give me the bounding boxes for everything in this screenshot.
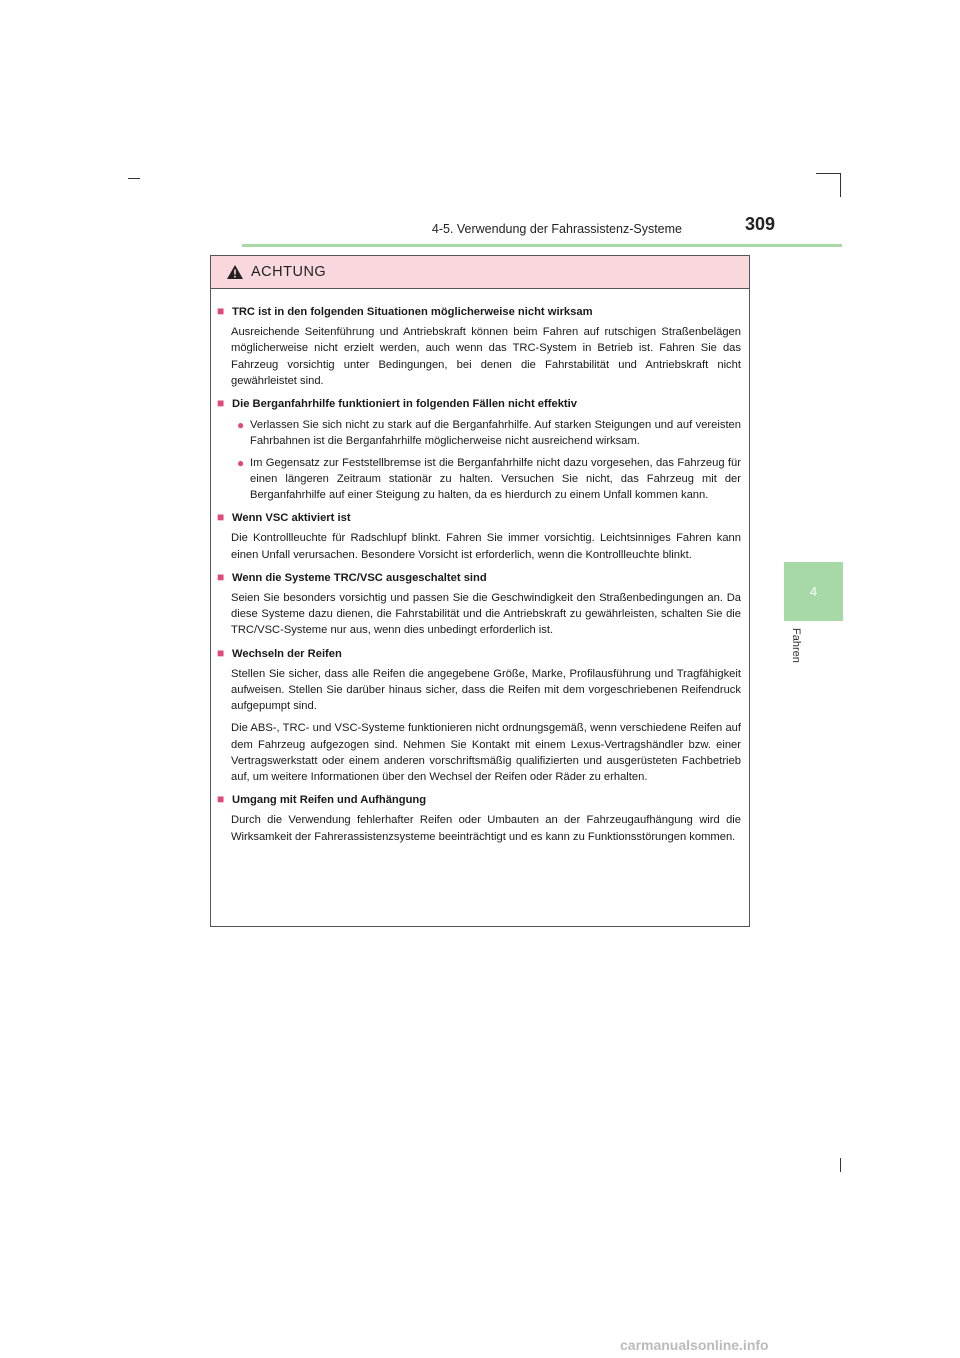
warning-box xyxy=(210,255,750,927)
square-bullet-icon: ■ xyxy=(217,396,225,411)
crop-mark xyxy=(840,173,841,197)
warning-section xyxy=(217,569,741,639)
square-bullet-icon: ■ xyxy=(217,645,225,660)
watermark: carmanualsonline.info xyxy=(620,1337,769,1353)
warning-section-title: Wenn die Systeme TRC/VSC ausgeschaltet sind xyxy=(232,571,487,584)
square-bullet-icon: ■ xyxy=(217,792,225,807)
square-bullet-icon: ■ xyxy=(217,569,225,584)
warning-title: ACHTUNG xyxy=(251,264,327,280)
warning-paragraph: Stellen Sie sicher, dass alle Reifen die angegebene Größe, Marke, Profilausführung und Tragfähigkeit aufweisen. Stellen Sie darüber hinaus sicher, dass die Reifen mit dem vorgeschriebenen Reifendruck aufgepumpt sind. xyxy=(231,667,741,713)
warning-paragraph: Durch die Verwendung fehlerhafter Reifen oder Umbauten an der Fahrzeugaufhängung wird die Wirksamkeit der Fahrerassistenzsysteme beeinträchtigt und es kann zu Funktionsstörungen kommen. xyxy=(231,814,741,843)
warning-section-heading xyxy=(217,395,741,412)
warning-header xyxy=(211,256,749,289)
crop-mark xyxy=(128,178,140,179)
warning-section xyxy=(217,791,741,845)
round-bullet-icon: ● xyxy=(237,418,245,433)
crop-mark xyxy=(840,1158,841,1172)
warning-paragraph: Die Kontrollleuchte für Radschlupf blinkt. Fahren Sie immer vorsichtig. Leichtsinniges Fahren kann einen Unfall verursachen. Besondere Vorsicht ist erforderlich, wenn die Kontrollleuchte blinkt. xyxy=(231,532,741,561)
page-number: 309 xyxy=(744,214,775,234)
warning-paragraph: Seien Sie besonders vorsichtig und passen Sie die Geschwindigkeit den Straßenbedingungen an. Da diese Systeme dazu dienen, die Fahrstabilität und die Antriebskraft zu gewährleisten, schalten Sie die TRC/VSC-Systeme nur aus, wenn dies unbedingt erforderlich ist. xyxy=(231,592,741,637)
warning-section-heading xyxy=(217,509,741,526)
warning-section-title: TRC ist in den folgenden Situationen möglicherweise nicht wirksam xyxy=(232,306,593,318)
list-item xyxy=(237,417,741,449)
warning-section-heading xyxy=(217,645,741,662)
warning-section-heading xyxy=(217,791,741,808)
crop-mark xyxy=(816,173,840,174)
chapter-tab: 4 xyxy=(784,562,843,621)
warning-section-heading xyxy=(217,569,741,586)
warning-section-heading xyxy=(217,303,741,320)
section-title: 4-5. Verwendung der Fahrassistenz-Systeme xyxy=(431,222,682,236)
square-bullet-icon: ■ xyxy=(217,510,225,525)
warning-section xyxy=(217,645,741,786)
bullet-text: Im Gegensatz zur Feststellbremse ist die Berganfahrhilfe nicht dazu vorgesehen, das Fahrzeug für einen längeren Zeitraum stationär zu halten. Versuchen Sie nicht, das Fahrzeug mit der Berganfahrhilfe auf einer Steigung zu halten, da es hierdurch zu einem Unfall kommen kann. xyxy=(250,456,741,502)
warning-section-title: Wechseln der Reifen xyxy=(232,647,342,660)
warning-section xyxy=(217,509,741,563)
warning-paragraph: Ausreichende Seitenführung und Antriebskraft können beim Fahren auf rutschigen Straßenbelägen möglicherweise nicht erzielt werden, auch wenn das TRC-System in Betrieb ist. Fahren Sie das Fahrzeug vorsichtig unter Bedingungen, bei denen die Fahrstabilität und Antriebskraft nicht gewährleistet sind. xyxy=(231,326,741,387)
warning-body xyxy=(211,289,749,845)
warning-section-title: Die Berganfahrhilfe funktioniert in folgenden Fällen nicht effektiv xyxy=(232,398,577,411)
warning-section-title: Wenn VSC aktiviert ist xyxy=(232,512,351,525)
warning-section-title: Umgang mit Reifen und Aufhängung xyxy=(232,794,427,807)
list-item xyxy=(237,455,741,504)
warning-section xyxy=(217,395,741,503)
round-bullet-icon: ● xyxy=(237,455,245,470)
warning-section xyxy=(217,303,741,389)
square-bullet-icon: ■ xyxy=(217,304,225,318)
warning-triangle-icon xyxy=(227,265,243,279)
bullet-text: Verlassen Sie sich nicht zu stark auf die Berganfahrhilfe. Auf starken Steigungen und auf vereisten Fahrbahnen ist die Berganfahrhilfe möglicherweise nicht ausreichend wirksam. xyxy=(250,419,741,448)
header-rule xyxy=(242,244,842,247)
warning-paragraph: Die ABS-, TRC- und VSC-Systeme funktionieren nicht ordnungsgemäß, wenn verschiedene Reifen auf dem Fahrzeug aufgezogen sind. Nehmen Sie Kontakt mit einem Lexus-Vertragshändler bzw. einer Vertragswerkstatt oder einem anderen vorschriftsmäßig qualifizierten und ausgerüsteten Fachbetrieb auf, um weitere Informationen über den Wechsel der Reifen oder Räder zu erhalten. xyxy=(231,722,741,784)
chapter-label: Fahren xyxy=(790,628,802,663)
